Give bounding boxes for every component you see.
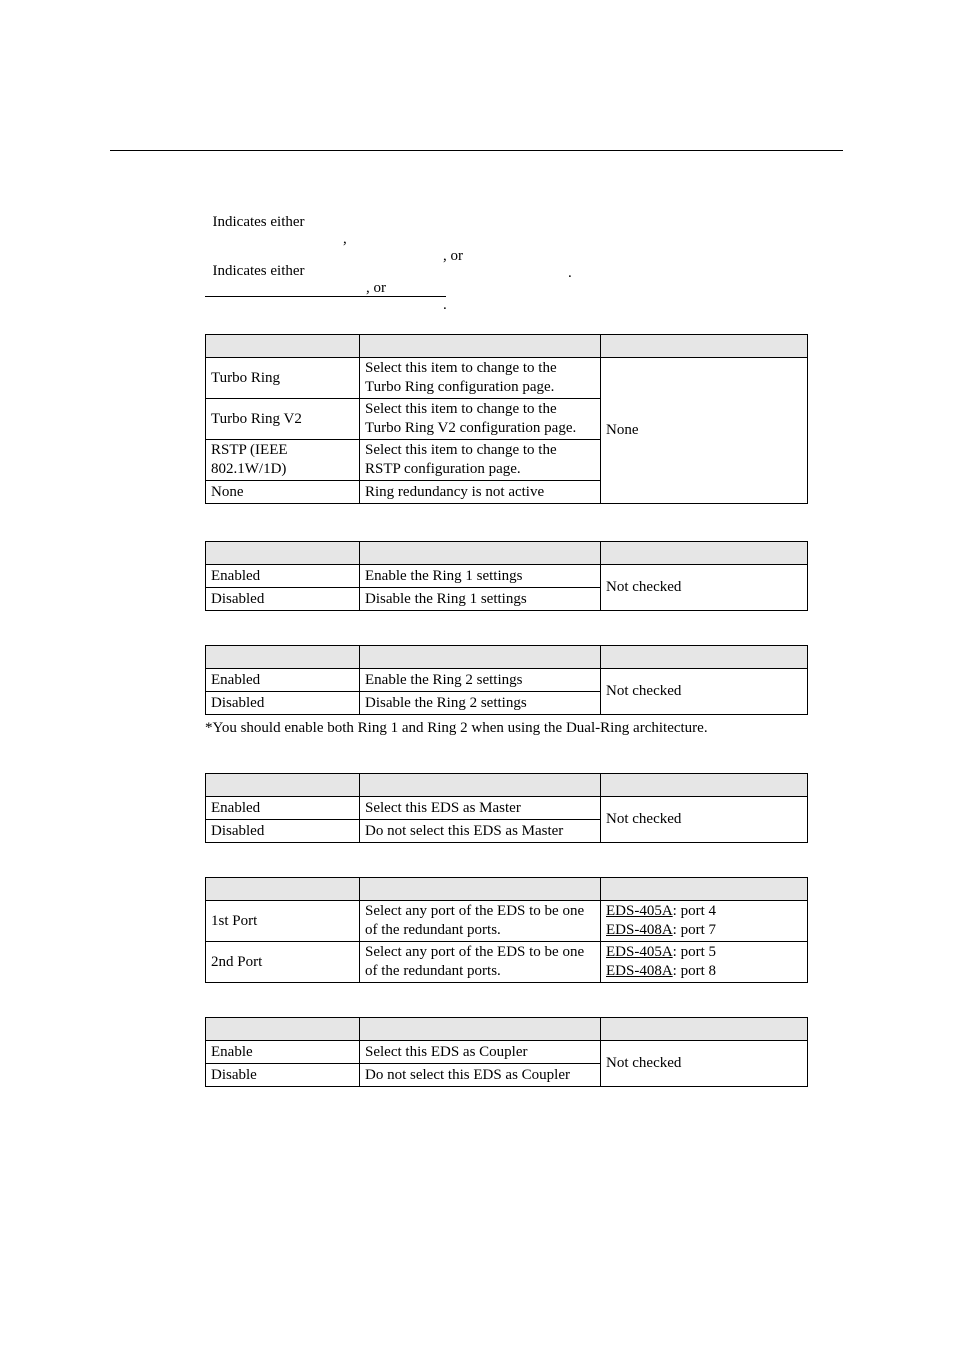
setting-cell: RSTP (IEEE 802.1W/1D): [206, 440, 360, 481]
port-text: : port 5: [672, 944, 717, 960]
description-cell: Enable the Ring 2 settings: [360, 669, 601, 692]
model-link[interactable]: EDS-408A: [606, 963, 673, 979]
description-cell: Do not select this EDS as Master: [360, 820, 601, 843]
description-cell: Disable the Ring 1 settings: [360, 588, 601, 611]
setting-cell: None: [206, 481, 360, 504]
table-row: [206, 565, 808, 588]
table-header-row: [206, 1018, 808, 1041]
setting-cell: Enabled: [206, 669, 360, 692]
table-row: [206, 1041, 808, 1064]
intro-1-prefix: Indicates either: [212, 214, 305, 230]
default-cell: Not checked: [601, 565, 808, 611]
dual-ring-note: *You should enable both Ring 1 and Ring 2 when using the Dual-Ring architecture.: [205, 720, 708, 736]
model-link[interactable]: EDS-408A: [606, 922, 673, 938]
intro-1-sep2: , or: [443, 248, 463, 264]
section-underline: [205, 296, 446, 297]
table-row: [206, 901, 808, 942]
redundant-ports-table: [205, 877, 808, 983]
redundancy-protocol-table: [205, 334, 808, 504]
description-cell: Select this EDS as Master: [360, 797, 601, 820]
setting-cell: Disable: [206, 1064, 360, 1087]
default-cell: None: [601, 358, 808, 504]
default-cell: Not checked: [601, 669, 808, 715]
table-header-row: [206, 335, 808, 358]
model-link[interactable]: EDS-405A: [606, 944, 673, 960]
intro-1-sep1: ,: [343, 231, 347, 247]
intro-2-prefix: Indicates either: [212, 263, 305, 279]
intro-line-2: [205, 246, 447, 314]
table-row: [206, 669, 808, 692]
default-cell: Not checked: [601, 797, 808, 843]
description-cell: Select this item to change to the RSTP configuration page.: [360, 440, 601, 481]
ring1-table: [205, 541, 808, 611]
model-link[interactable]: EDS-405A: [606, 903, 673, 919]
description-cell: Select any port of the EDS to be one of the redundant ports.: [360, 901, 601, 942]
table-row: [206, 942, 808, 983]
table-row: [206, 358, 808, 399]
setting-cell: Enabled: [206, 797, 360, 820]
setting-cell: Enable: [206, 1041, 360, 1064]
description-cell: Select this item to change to the Turbo Ring V2 configuration page.: [360, 399, 601, 440]
setting-cell: 1st Port: [206, 901, 360, 942]
table-header-row: [206, 878, 808, 901]
header-rule: [110, 150, 843, 151]
description-cell: Select this EDS as Coupler: [360, 1041, 601, 1064]
intro-2-sep1: , or: [366, 280, 386, 296]
description-cell: Do not select this EDS as Coupler: [360, 1064, 601, 1087]
table-header-row: [206, 646, 808, 669]
setting-cell: Disabled: [206, 588, 360, 611]
ring2-table: [205, 645, 808, 715]
setting-cell: Turbo Ring V2: [206, 399, 360, 440]
port-text: : port 8: [672, 963, 717, 979]
default-cell: Not checked: [601, 1041, 808, 1087]
coupler-table: [205, 1017, 808, 1087]
description-cell: Select any port of the EDS to be one of the redundant ports.: [360, 942, 601, 983]
table-header-row: [206, 542, 808, 565]
port-text: : port 4: [672, 903, 717, 919]
table-row: [206, 797, 808, 820]
default-cell: [601, 901, 808, 942]
default-cell: [601, 942, 808, 983]
setting-cell: Disabled: [206, 692, 360, 715]
description-cell: Select this item to change to the Turbo Ring configuration page.: [360, 358, 601, 399]
table-header-row: [206, 774, 808, 797]
master-table: [205, 773, 808, 843]
description-cell: Ring redundancy is not active: [360, 481, 601, 504]
intro-1-end: .: [568, 265, 572, 281]
setting-cell: Turbo Ring: [206, 358, 360, 399]
description-cell: Enable the Ring 1 settings: [360, 565, 601, 588]
intro-2-end: .: [443, 297, 447, 313]
description-cell: Disable the Ring 2 settings: [360, 692, 601, 715]
setting-cell: Enabled: [206, 565, 360, 588]
setting-cell: 2nd Port: [206, 942, 360, 983]
setting-cell: Disabled: [206, 820, 360, 843]
port-text: : port 7: [672, 922, 717, 938]
